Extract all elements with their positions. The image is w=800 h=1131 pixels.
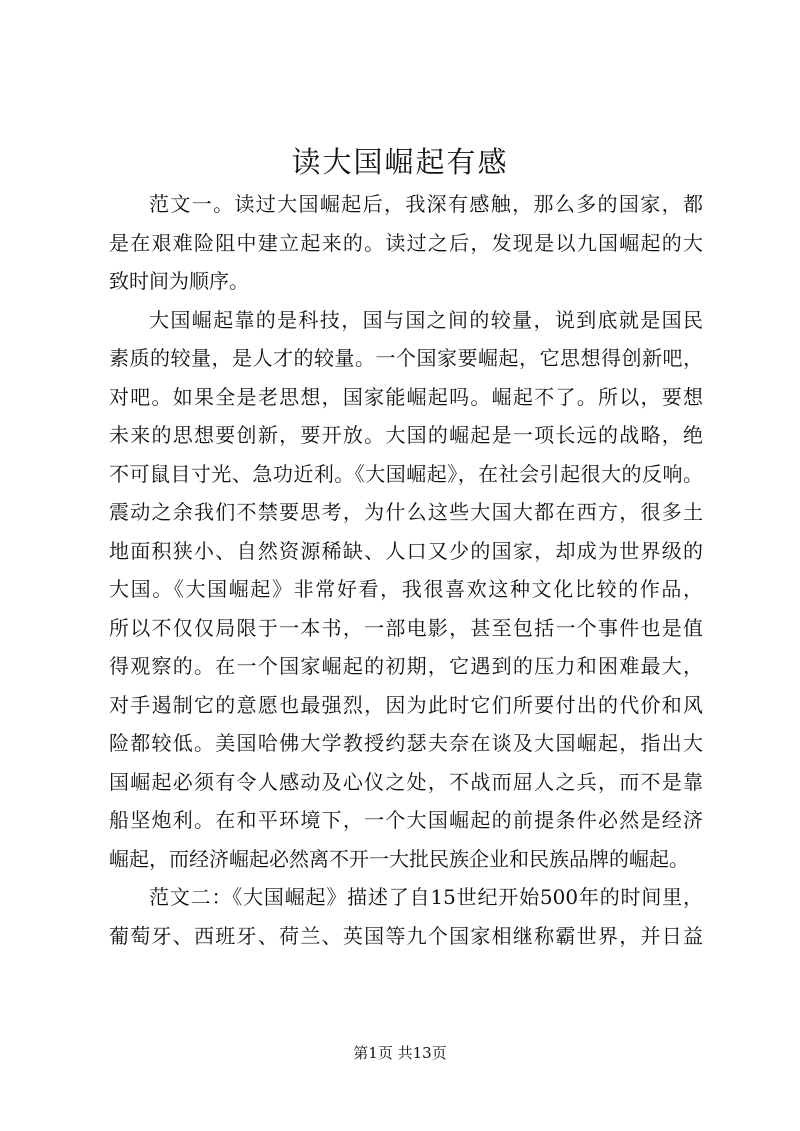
text-line: 范文一。读过大国崛起后，我深有感触，那么多的国家，都 — [149, 192, 703, 216]
text-line: 是在艰难险阻中建立起来的。读过之后，发现是以九国崛起的大 — [109, 230, 703, 255]
document-body — [109, 185, 703, 955]
text-line: 得观察的。在一个国家崛起的初期，它遇到的压力和困难最大， — [109, 654, 703, 678]
text-line: 对吧。如果全是老思想，国家能崛起吗。崛起不了。所以，要想 — [109, 384, 703, 409]
text-line: 震动之余我们不禁要思考，为什么这些大国大都在西方，很多土 — [109, 500, 703, 524]
text-line: 致时间为顺序。 — [109, 269, 249, 293]
text-line: 未来的思想要创新，要开放。大国的崛起是一项长远的战略，绝 — [109, 423, 703, 447]
text-line: 素质的较量，是人才的较量。一个国家要崛起，它思想得创新吧， — [109, 346, 703, 370]
text-line: 所以不仅仅局限于一本书，一部电影，甚至包括一个事件也是值 — [109, 615, 703, 640]
text-line: 国崛起必须有令人感动及心仪之处，不战而屈人之兵，而不是靠 — [109, 769, 703, 794]
page-title: 读大国崛起有感 — [291, 145, 509, 179]
paragraph-1 — [109, 185, 703, 301]
text-line: 大国。《大国崛起》非常好看，我很喜欢这种文化比较的作品， — [109, 577, 703, 601]
text-line: 大国崛起靠的是科技，国与国之间的较量，说到底就是国民 — [149, 307, 703, 332]
paragraph-2 — [109, 301, 703, 879]
text-line: 范文二：《大国崛起》描述了自15世纪开始500年的时间里， — [149, 885, 703, 909]
text-line: 不可鼠目寸光、急功近利。《大国崛起》，在社会引起很大的反响。 — [109, 461, 703, 486]
text-line: 地面积狭小、自然资源稀缺、人口又少的国家，却成为世界级的 — [109, 538, 703, 563]
text-line: 崛起，而经济崛起必然离不开一大批民族企业和民族品牌的崛起。 — [109, 846, 689, 871]
text-line: 险都较低。美国哈佛大学教授约瑟夫奈在谈及大国崛起，指出大 — [109, 731, 703, 755]
paragraph-3 — [109, 878, 703, 955]
text-line: 葡萄牙、西班牙、荷兰、英国等九个国家相继称霸世界，并日益 — [109, 923, 703, 948]
text-line: 船坚炮利。在和平环境下，一个大国崛起的前提条件必然是经济 — [109, 808, 703, 832]
text-line: 对手遏制它的意愿也最强烈，因为此时它们所要付出的代价和风 — [109, 692, 703, 717]
page-footer: 第1页 共13页 — [353, 1044, 447, 1062]
